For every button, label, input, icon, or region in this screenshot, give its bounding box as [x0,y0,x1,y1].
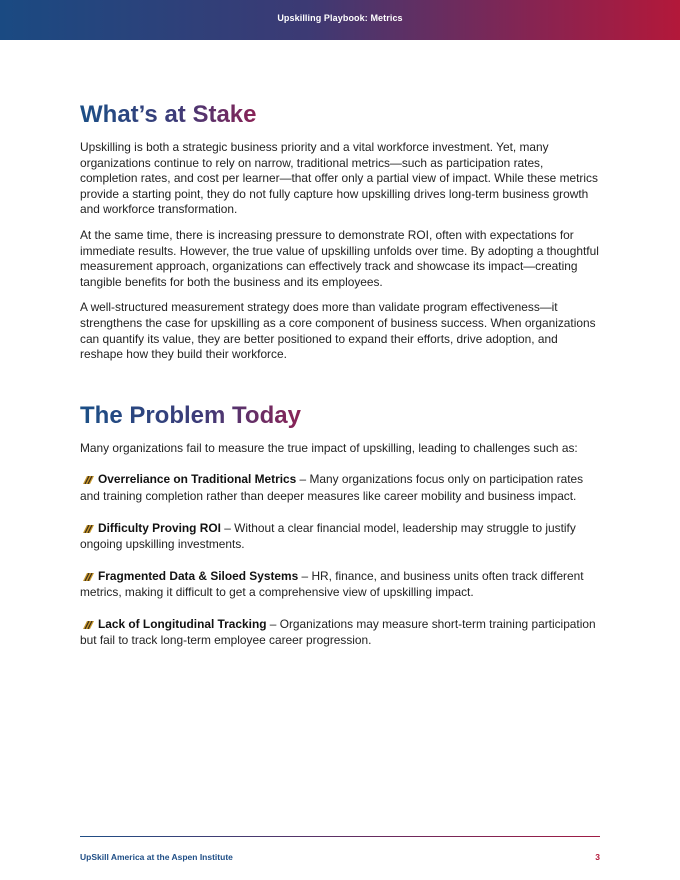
section-heading-problem-today: The Problem Today [80,399,301,433]
footer-divider [80,836,600,837]
paragraph: A well-structured measurement strategy does more than validate program effectiveness—it strengthens the case for upskilling as a core component of business success. When organizations can quantify its value, they are better positioned to expand their efforts, drive adoption, and reshape how they build their workforce. [80,300,596,362]
bullet-title: Difficulty Proving ROI [98,520,221,535]
list-item [80,472,602,504]
list-item [80,569,602,601]
main-content [80,98,602,665]
header-title: Upskilling Playbook: Metrics [277,13,403,23]
bullet-text: – HR, finance, and business units often track different metrics, making it difficult to get a comprehensive view of upskilling impact. [80,568,584,600]
paragraph: At the same time, there is increasing pressure to demonstrate ROI, often with expectations for immediate results. However, the true value of upskilling unfolds over time. By adopting a thoughtful measurement approach, organizations can effectively track and showcase its impact—creating tangible benefits for both the business and its employees. [80,227,599,289]
bullet-title: Lack of Longitudinal Tracking [98,616,267,631]
list-item [80,521,602,553]
section-heading-whats-at-stake: What’s at Stake [80,98,257,132]
bullet-text: – Organizations may measure short-term training participation but fail to track long-term employee career progression. [80,616,596,648]
bullet-text: – Many organizations focus only on participation rates and training completion rather than deeper measures like career mobility and business impact. [80,472,584,503]
paragraph: Upskilling is both a strategic business priority and a vital workforce investment. Yet, many organizations continue to rely on narrow, traditional metrics—such as participation rates, completion rates, and cost per learner—that offer only a partial view of impact. While these metrics provide a starting point, they do not fully capture how upskilling drives long-term business growth and workforce transformation. [80,140,598,217]
hatched-bullet-icon [83,570,94,586]
hatched-bullet-icon [83,473,94,489]
intro-paragraph: Many organizations fail to measure the true impact of upskilling, leading to challenges such as: [80,440,578,455]
page-header [0,0,680,40]
hatched-bullet-icon [83,522,94,538]
bullet-title: Overreliance on Traditional Metrics [98,472,297,487]
page-number: 3 [595,852,600,862]
bullet-text: – Without a clear financial model, leadership may struggle to justify ongoing upskilling investments. [80,520,576,552]
bullet-title: Fragmented Data & Siloed Systems [98,568,299,583]
hatched-bullet-icon [83,618,94,634]
list-item [80,617,602,649]
footer-org-name: UpSkill America at the Aspen Institute [80,852,233,862]
